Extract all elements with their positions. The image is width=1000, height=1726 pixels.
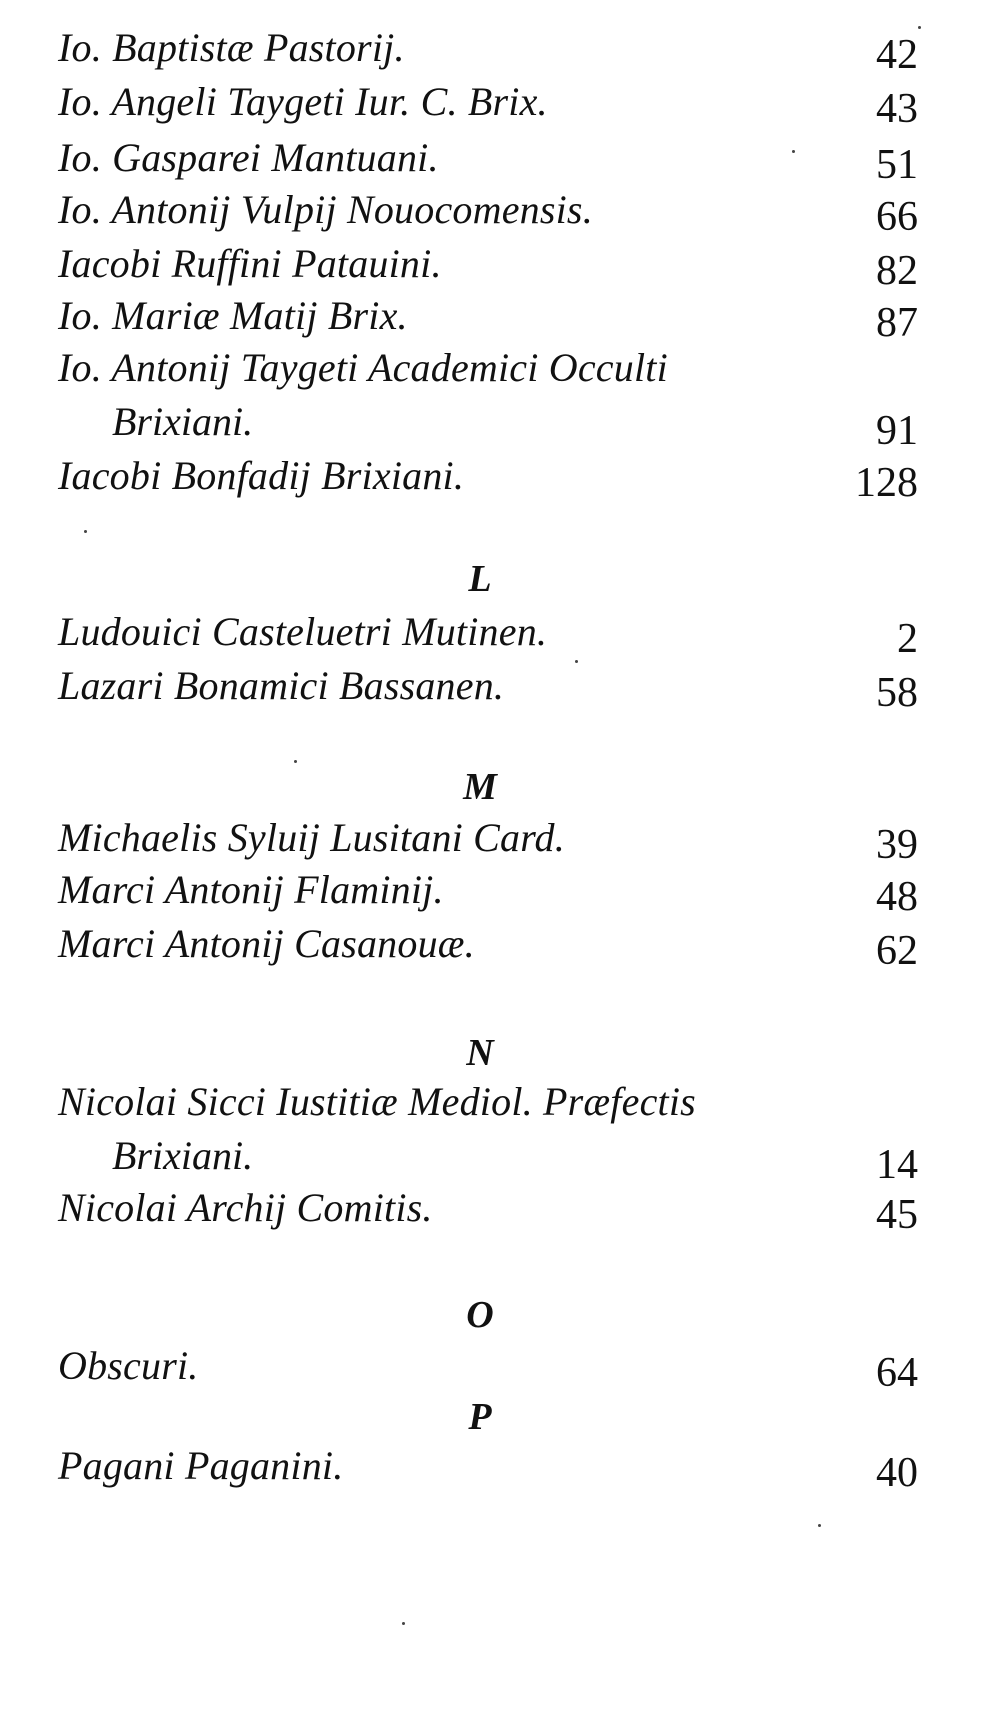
entry-name: Marci Antonij Flaminij. — [58, 867, 444, 912]
section-letter-heading: L — [468, 558, 492, 600]
entry-name: Io. Antonij Vulpij Nouocomensis. — [58, 187, 593, 232]
entry-page-number: 91 — [876, 408, 918, 454]
entry-page-number: 82 — [876, 248, 918, 294]
index-entry — [58, 815, 918, 868]
section-letter-heading: P — [468, 1396, 492, 1438]
section-letter-heading: N — [466, 1032, 494, 1074]
entry-page-number: 42 — [876, 32, 918, 78]
scan-speck — [818, 1524, 821, 1527]
entry-name: Nicolai Archij Comitis. — [58, 1185, 433, 1230]
scan-speck — [918, 26, 921, 29]
entry-name: Marci Antonij Casanouæ. — [58, 921, 475, 966]
entry-continuation-text: Brixiani. — [112, 1133, 254, 1178]
index-entry — [58, 1185, 918, 1238]
index-entry — [58, 453, 918, 506]
index-entry — [58, 241, 918, 294]
entry-continuation-text: Brixiani. — [112, 399, 254, 444]
entry-page-number: 87 — [876, 300, 918, 346]
entry-page-number: 64 — [876, 1350, 918, 1396]
index-entry — [58, 663, 918, 716]
entry-name: Michaelis Syluij Lusitani Card. — [58, 815, 565, 860]
entry-name: Pagani Paganini. — [58, 1443, 344, 1488]
entry-page-number: 2 — [897, 616, 918, 662]
entry-name: Io. Baptistæ Pastorij. — [58, 25, 405, 70]
entry-page-number: 43 — [876, 86, 918, 132]
index-entry — [58, 867, 918, 920]
entry-name: Nicolai Sicci Iustitiæ Mediol. Præfectis — [58, 1079, 696, 1124]
entry-name: Io. Gasparei Mantuani. — [58, 135, 439, 180]
scan-speck — [575, 660, 578, 663]
section-letter-heading: M — [463, 766, 497, 808]
entry-page-number: 14 — [876, 1142, 918, 1188]
entry-name: Iacobi Bonfadij Brixiani. — [58, 453, 465, 498]
entry-name: Io. Antonij Taygeti Academici Occulti — [58, 345, 668, 390]
index-entry — [58, 921, 918, 974]
index-entry — [58, 1443, 918, 1496]
index-entry — [58, 25, 918, 78]
index-entry-continuation — [58, 1133, 918, 1188]
scan-speck — [84, 530, 87, 533]
index-entry — [58, 345, 918, 390]
index-entry — [58, 79, 918, 132]
entry-name: Io. Angeli Taygeti Iur. C. Brix. — [58, 79, 548, 124]
entry-page-number: 45 — [876, 1192, 918, 1238]
index-entry — [58, 1343, 918, 1396]
section-letter-heading: O — [466, 1294, 494, 1336]
entry-page-number: 62 — [876, 928, 918, 974]
entry-name: Io. Mariæ Matij Brix. — [58, 293, 408, 338]
index-entry — [58, 135, 918, 188]
index-entry — [58, 609, 918, 662]
entry-page-number: 58 — [876, 670, 918, 716]
scan-speck — [792, 150, 795, 153]
entry-page-number: 51 — [876, 142, 918, 188]
entry-page-number: 66 — [876, 194, 918, 240]
index-entry — [58, 293, 918, 346]
index-entry — [58, 1079, 918, 1124]
entry-name: Iacobi Ruffini Patauini. — [58, 241, 442, 286]
entry-name: Obscuri. — [58, 1343, 199, 1388]
entry-page-number: 48 — [876, 874, 918, 920]
entry-page-number: 39 — [876, 822, 918, 868]
index-entry — [58, 187, 918, 240]
entry-name: Lazari Bonamici Bassanen. — [58, 663, 505, 708]
entry-name: Ludouici Casteluetri Mutinen. — [58, 609, 548, 654]
scan-speck — [294, 760, 297, 763]
entry-page-number: 40 — [876, 1450, 918, 1496]
entry-page-number: 128 — [855, 460, 918, 506]
scan-speck — [402, 1622, 405, 1625]
